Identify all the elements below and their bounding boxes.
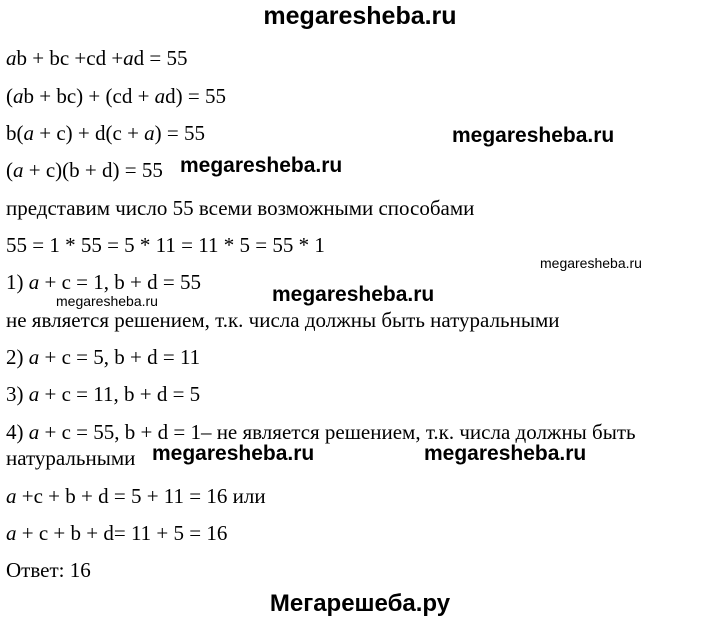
- case-line-3: [6, 382, 200, 406]
- text-part: b + bc) + (cd +: [23, 84, 155, 108]
- answer-line: Ответ: 16: [6, 558, 91, 582]
- text-line-12: натуральными: [6, 446, 136, 470]
- equation-line-6: 55 = 1 * 55 = 5 * 11 = 11 * 5 = 55 * 1: [6, 233, 325, 257]
- text-part: + c + b + d= 11 + 5 = 16: [16, 521, 228, 545]
- text-part: ) = 55: [154, 121, 206, 145]
- watermark: megaresheba.ru: [540, 255, 642, 271]
- text-part: 3): [6, 382, 29, 406]
- var-a: a: [13, 84, 24, 108]
- text-line-8: не является решением, т.к. числа должны быть натуральными: [6, 308, 560, 332]
- var-a: a: [23, 121, 34, 145]
- var-a: a: [13, 158, 24, 182]
- text-part: + c = 5, b + d = 11: [39, 345, 201, 369]
- text-part: 2): [6, 345, 29, 369]
- sum-line-2: [6, 521, 227, 545]
- text-part: + c = 1, b + d = 55: [39, 270, 201, 294]
- text-part: b + bc +cd +: [16, 46, 124, 70]
- var-a: a: [144, 121, 155, 145]
- watermark: megaresheba.ru: [180, 154, 343, 177]
- text-part: d) = 55: [165, 84, 227, 108]
- case-line-4: [6, 420, 636, 444]
- watermark: megaresheba.ru: [152, 442, 315, 465]
- var-a: a: [28, 420, 40, 444]
- watermark: megaresheba.ru: [452, 124, 615, 147]
- case-line-1: [6, 270, 201, 294]
- text-part: +c + b + d = 5 + 11 = 16 или: [16, 484, 266, 508]
- text-part: (: [6, 84, 13, 108]
- text-part: (: [6, 158, 13, 182]
- var-a: a: [28, 382, 40, 406]
- site-footer: Мегарешеба.ру: [269, 590, 451, 617]
- var-a: a: [6, 521, 17, 545]
- var-a: a: [6, 484, 17, 508]
- equation-line-1: [6, 46, 188, 70]
- var-a: a: [28, 270, 40, 294]
- var-a: a: [123, 46, 134, 70]
- watermark: megaresheba.ru: [272, 283, 435, 306]
- text-part: + c)(b + d) = 55: [23, 158, 163, 182]
- text-part: 4): [6, 420, 29, 444]
- equation-line-4: [6, 158, 163, 182]
- equation-line-2: [6, 84, 226, 108]
- case-line-2: [6, 345, 200, 369]
- var-a: a: [6, 46, 17, 70]
- sum-line-1: [6, 484, 266, 508]
- text-part: + c = 55, b + d = 1– не является решением, т.к. числа должны быть: [39, 420, 636, 444]
- watermark: megaresheba.ru: [56, 293, 158, 309]
- text-part: d = 55: [133, 46, 188, 70]
- equation-line-3: [6, 121, 205, 145]
- text-part: b(: [6, 121, 24, 145]
- text-part: + c = 11, b + d = 5: [39, 382, 201, 406]
- text-line-5: представим число 55 всеми возможными способами: [6, 196, 475, 220]
- text-part: + c) + d(c +: [34, 121, 145, 145]
- site-header: megaresheba.ru: [263, 2, 457, 30]
- watermark: megaresheba.ru: [424, 442, 587, 465]
- text-part: 1): [6, 270, 29, 294]
- var-a: a: [28, 345, 40, 369]
- var-a: a: [154, 84, 166, 108]
